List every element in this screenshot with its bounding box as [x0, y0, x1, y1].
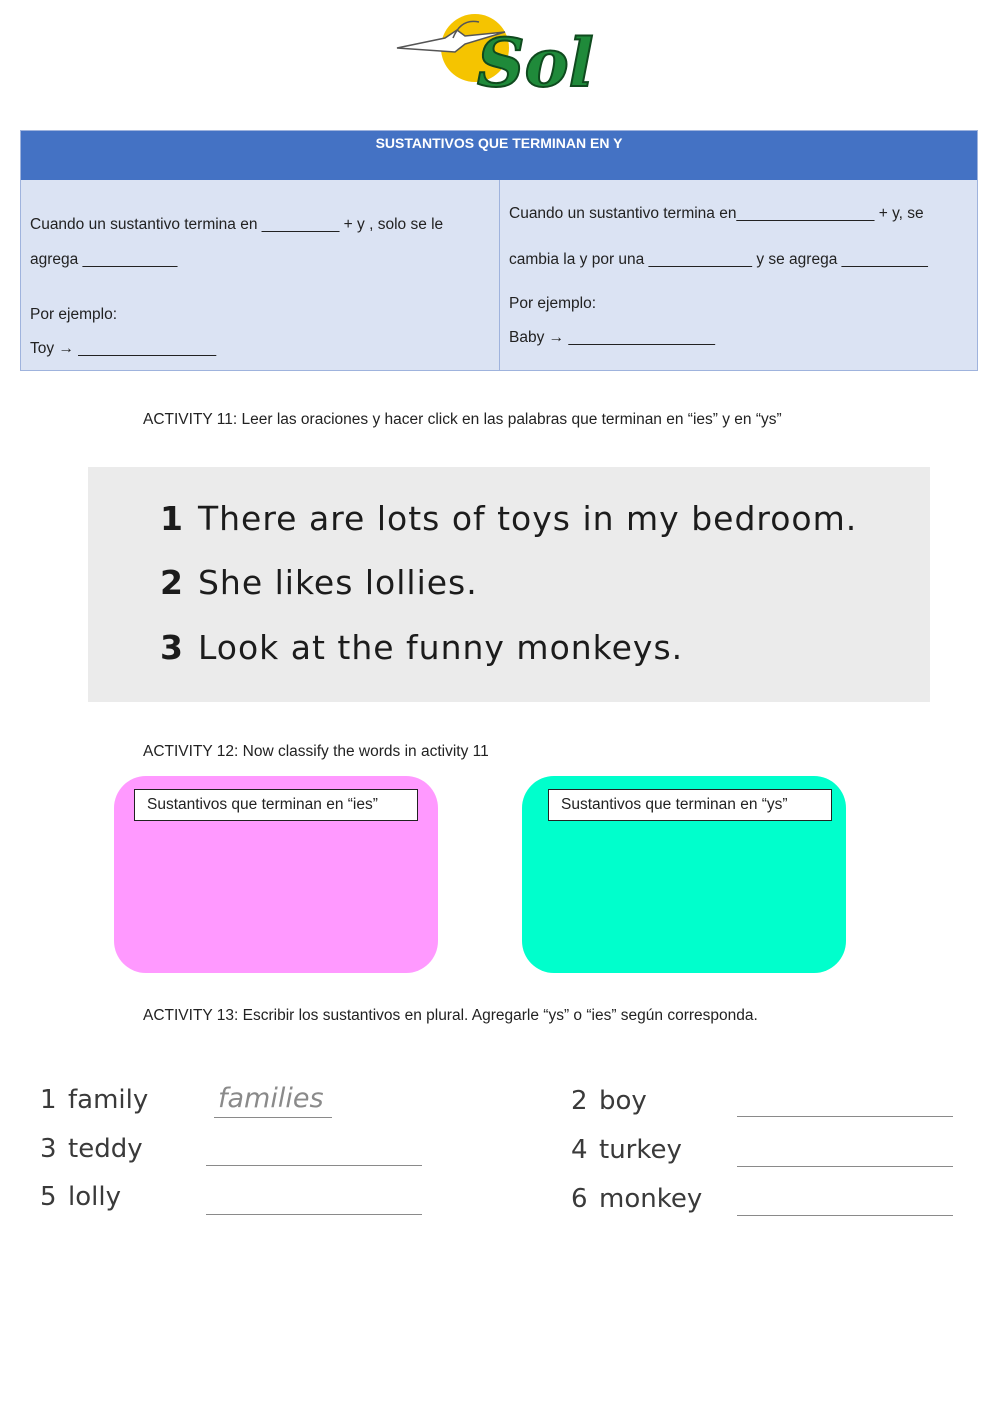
plural-answer-1[interactable]: families — [218, 1083, 324, 1114]
right-example — [509, 329, 715, 347]
activity12-instruction: ACTIVITY 12: Now classify the words in activity 11 — [143, 743, 489, 760]
sentences-image — [88, 467, 930, 702]
sentence-text[interactable]: There are lots of toys in my bedroom. — [197, 499, 858, 538]
sentence-text[interactable]: She likes lollies. — [197, 563, 478, 602]
sentence-text[interactable]: Look at the funny monkeys. — [197, 628, 684, 667]
plural-item-5 — [40, 1182, 121, 1212]
left-rule-line2: agrega ___________ — [30, 251, 178, 268]
plural-item-2 — [571, 1086, 647, 1116]
plural-item-3 — [40, 1134, 143, 1164]
item-word: family — [68, 1085, 149, 1115]
sentence-number: 1 — [160, 499, 184, 538]
ies-box-label: Sustantivos que terminan en “ies” — [134, 789, 418, 821]
answer-line-6[interactable] — [737, 1215, 953, 1216]
left-example-word: Toy — [30, 340, 55, 357]
ys-box-label: Sustantivos que terminan en “ys” — [548, 789, 832, 821]
sentence-number: 3 — [160, 628, 184, 667]
left-example — [30, 340, 216, 358]
item-number: 6 — [571, 1184, 588, 1214]
answer-line-4[interactable] — [737, 1166, 953, 1167]
item-number: 5 — [40, 1182, 57, 1212]
sentence-2 — [160, 563, 478, 602]
plural-item-4 — [571, 1135, 682, 1165]
answer-line-5[interactable] — [206, 1214, 422, 1215]
left-rule-line1: Cuando un sustantivo termina en _________ + y , solo se le — [30, 216, 444, 233]
item-number: 1 — [40, 1085, 57, 1115]
activity11-instruction: ACTIVITY 11: Leer las oraciones y hacer click en las palabras que terminan en “ies” y en “ys” — [143, 411, 782, 428]
plural-item-1 — [40, 1085, 148, 1115]
sol-logo — [395, 8, 610, 103]
item-word: boy — [599, 1086, 647, 1116]
item-number: 3 — [40, 1134, 57, 1164]
rules-title: SUSTANTIVOS QUE TERMINAN EN Y — [21, 131, 977, 180]
rules-table — [20, 130, 978, 371]
item-number: 4 — [571, 1135, 588, 1165]
item-word: monkey — [599, 1184, 703, 1214]
ys-drop-box[interactable] — [522, 776, 846, 973]
ies-drop-box[interactable] — [114, 776, 438, 973]
answer-line-2[interactable] — [737, 1116, 953, 1117]
sentence-1 — [160, 499, 857, 538]
item-word: turkey — [599, 1135, 682, 1165]
right-arrow-icon: → — [548, 329, 565, 346]
right-example-label: Por ejemplo: — [509, 295, 597, 312]
right-example-blank: _________________ — [568, 329, 716, 346]
right-arrow-icon: → — [58, 340, 74, 357]
right-rule-line2: cambia la y por una ____________ y se agrega __________ — [509, 251, 928, 268]
left-example-label: Por ejemplo: — [30, 306, 118, 323]
table-divider — [499, 180, 500, 370]
answer-line — [214, 1117, 332, 1118]
sentence-3 — [160, 628, 683, 667]
answer-line-3[interactable] — [206, 1165, 422, 1166]
item-word: lolly — [68, 1182, 121, 1212]
sentence-number: 2 — [160, 563, 184, 602]
logo-text: Sol — [477, 24, 594, 102]
item-word: teddy — [68, 1134, 143, 1164]
item-number: 2 — [571, 1086, 588, 1116]
activity13-instruction: ACTIVITY 13: Escribir los sustantivos en plural. Agregarle “ys” o “ies” según corresponda. — [143, 1007, 758, 1024]
right-example-word: Baby — [509, 329, 545, 346]
plural-item-6 — [571, 1184, 702, 1214]
right-rule-line1: Cuando un sustantivo termina en________________ + y, se — [509, 205, 924, 222]
left-example-blank: ________________ — [78, 340, 217, 357]
